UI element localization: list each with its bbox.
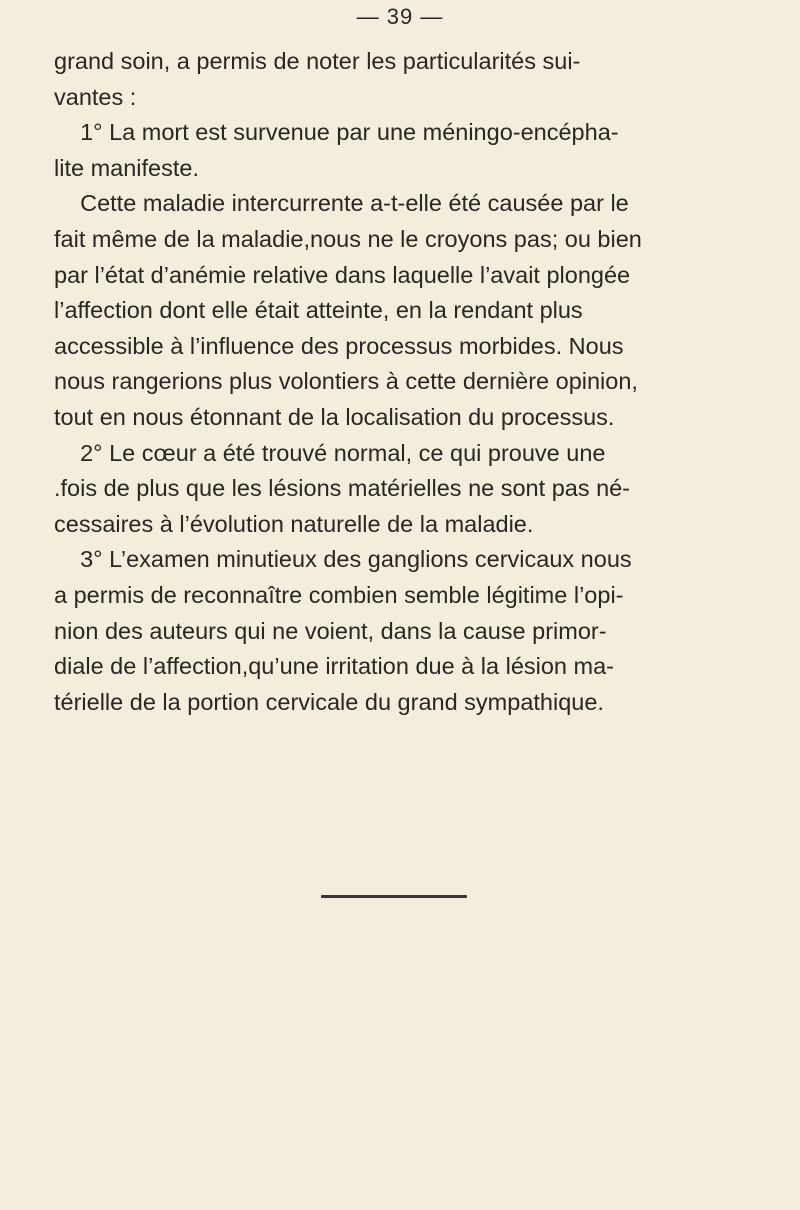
section-divider: [321, 895, 467, 898]
page-number: — 39 —: [356, 4, 444, 29]
text-line: 1° La mort est survenue par une méningo-encépha-: [54, 119, 619, 146]
text-line: tout en nous étonnant de la localisation du processus.: [54, 403, 615, 430]
text-line: nous rangerions plus volontiers à cette dernière opinion,: [54, 368, 638, 395]
text-line: térielle de la portion cervicale du grand sympathique.: [54, 688, 604, 715]
text-line: 3° L’examen minutieux des ganglions cervicaux nous: [54, 546, 632, 573]
text-line: fait même de la maladie,nous ne le croyons pas; ou bien: [54, 225, 642, 252]
text-line: Cette maladie intercurrente a-t-elle été causée par le: [54, 190, 629, 217]
text-line: lite manifeste.: [54, 154, 199, 181]
text-line: grand soin, a permis de noter les particularités sui-: [54, 48, 581, 74]
text-line: a permis de reconnaître combien semble légitime l’opi-: [54, 581, 624, 608]
text-line: .fois de plus que les lésions matérielles ne sont pas né-: [54, 475, 631, 502]
text-line: l’affection dont elle était atteinte, en la rendant plus: [54, 297, 583, 324]
text-line: diale de l’affection,qu’une irritation due à la lésion ma-: [54, 653, 614, 680]
text-line: 2° Le cœur a été trouvé normal, ce qui prouve une: [54, 439, 606, 466]
text-line: nion des auteurs qui ne voient, dans la cause primor-: [54, 617, 607, 644]
body-text: [54, 44, 770, 720]
text-line: par l’état d’anémie relative dans laquelle l’avait plongée: [54, 261, 631, 288]
text-line: vantes :: [54, 83, 137, 110]
text-line: accessible à l’influence des processus morbides. Nous: [54, 332, 624, 359]
text-line: cessaires à l’évolution naturelle de la maladie.: [54, 510, 534, 537]
